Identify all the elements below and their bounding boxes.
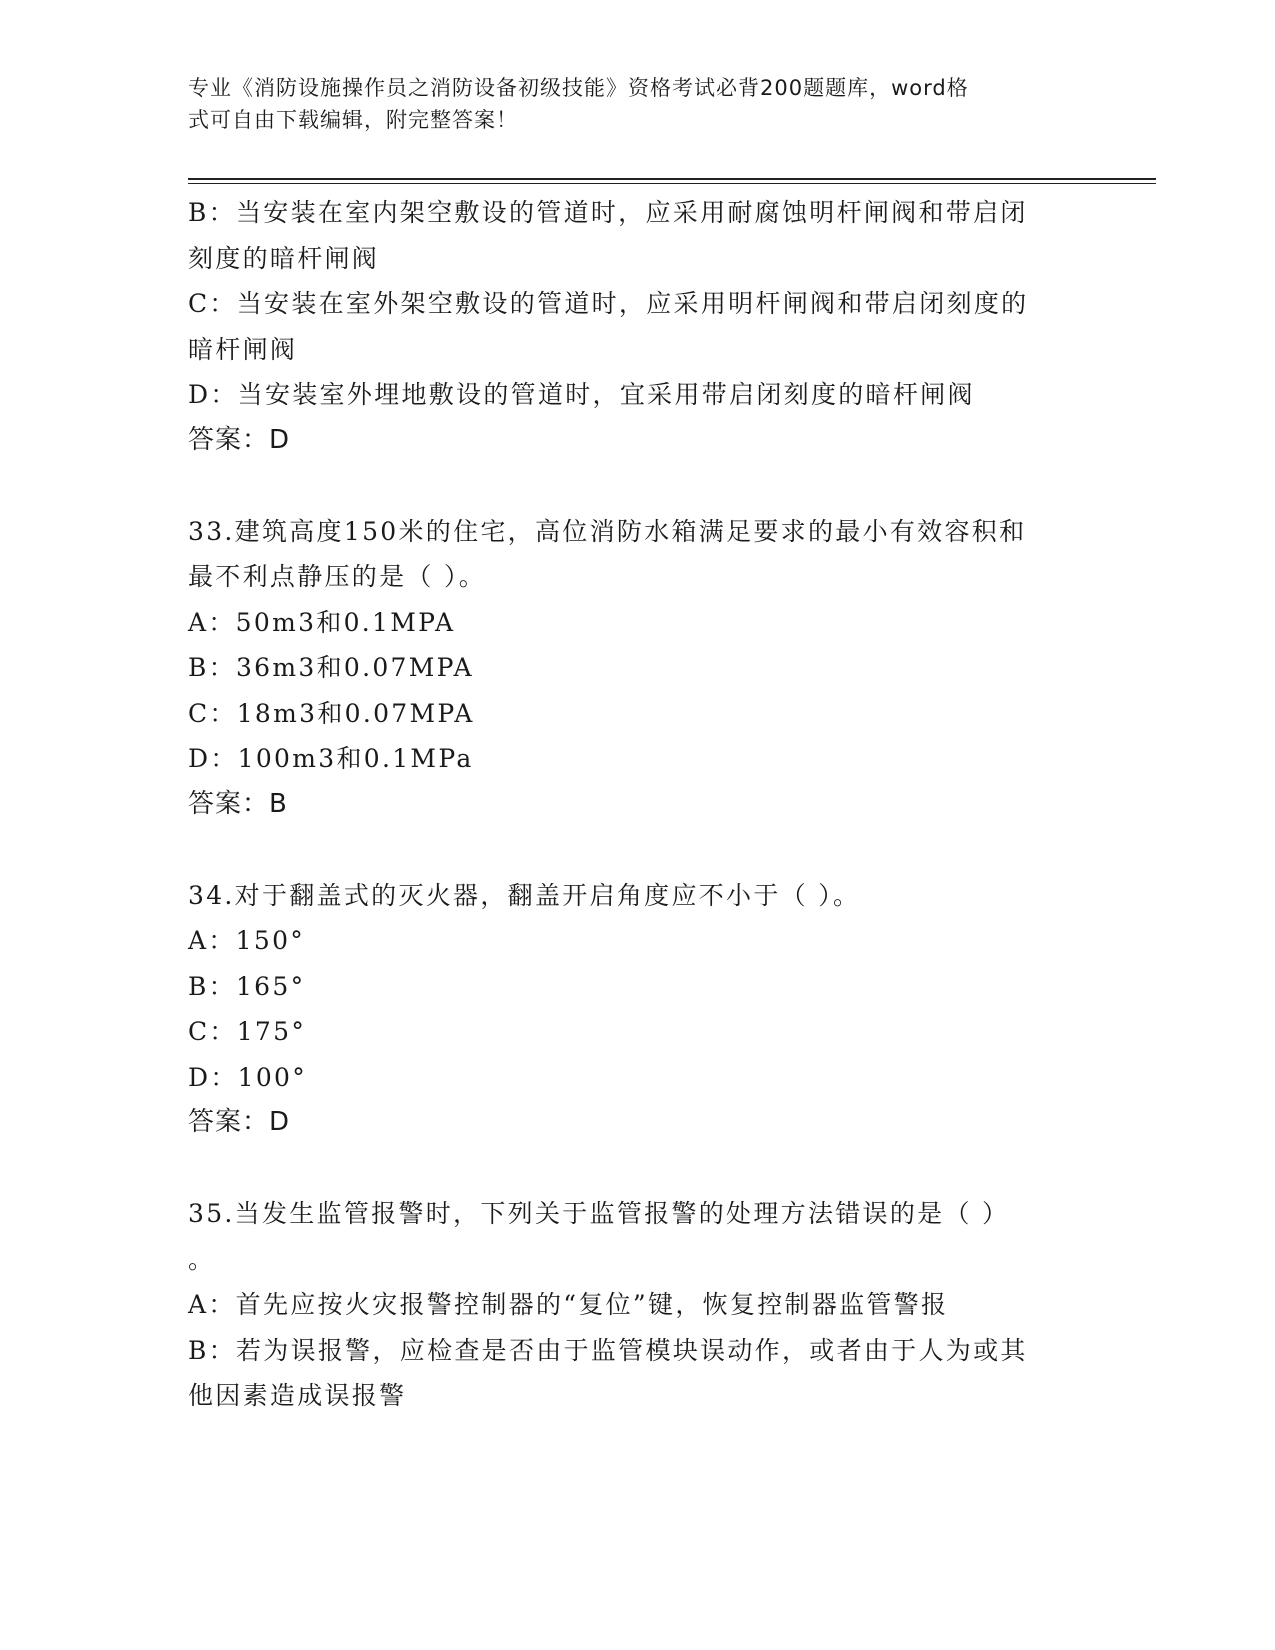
header-line-2: 式可自由下载编辑，附完整答案！ [188, 108, 518, 132]
option-d: D：当安装室外埋地敷设的管道时，宜采用带启闭刻度的暗杆闸阀 [188, 380, 975, 409]
question-33-stem-line-2: 最不利点静压的是（ ）。 [188, 562, 487, 591]
question-34-stem: 34.对于翻盖式的灭火器，翻盖开启角度应不小于（ ）。 [188, 880, 861, 910]
question-33-answer: 答案：B [188, 788, 288, 819]
header-divider-thin [188, 183, 1156, 184]
question-35-option-b-line-1: B：若为误报警，应检查是否由于监管模块误动作，或者由于人为或其 [188, 1335, 1028, 1365]
option-b-line-1: B：当安装在室内架空敷设的管道时，应采用耐腐蚀明杆闸阀和带启闭 [188, 198, 1028, 227]
question-34-option-a: A：150° [188, 926, 306, 955]
question-34-option-c: C：175° [188, 1017, 307, 1046]
option-c-line-2: 暗杆闸阀 [188, 334, 298, 364]
question-content [188, 190, 1088, 1419]
question-35-stem-line-1: 35.当发生监管报警时，下列关于监管报警的处理方法错误的是（ ） [188, 1199, 1010, 1228]
question-34-option-d: D：100° [188, 1062, 308, 1092]
question-33-option-d: D：100m3和0.1MPa [188, 744, 474, 773]
answer-label: 答案：D [188, 424, 291, 455]
question-33-option-c: C：18m3和0.07MPA [188, 698, 475, 728]
question-35-option-b-line-2: 他因素造成误报警 [188, 1381, 407, 1410]
document-header [188, 72, 1078, 136]
option-c-line-1: C：当安装在室外架空敷设的管道时，应采用明杆闸阀和带启闭刻度的 [188, 289, 1029, 318]
question-35-stem-line-2: 。 [188, 1244, 216, 1274]
header-divider-thick [188, 178, 1156, 180]
question-34-answer: 答案：D [188, 1107, 291, 1137]
question-33-stem-line-1: 33.建筑高度150米的住宅，高位消防水箱满足要求的最小有效容积和 [188, 516, 1027, 546]
question-35-option-a: A：首先应按火灾报警控制器的“复位”键，恢复控制器监管警报 [188, 1290, 949, 1319]
question-34-option-b: B：165° [188, 971, 306, 1001]
question-33-option-a: A：50m3和0.1MPA [188, 607, 456, 637]
question-33-option-b: B：36m3和0.07MPA [188, 653, 474, 682]
header-line-1: 专业《消防设施操作员之消防设备初级技能》资格考试必背200题题库，word格 [188, 76, 969, 100]
option-b-line-2: 刻度的暗杆闸阀 [188, 243, 380, 273]
